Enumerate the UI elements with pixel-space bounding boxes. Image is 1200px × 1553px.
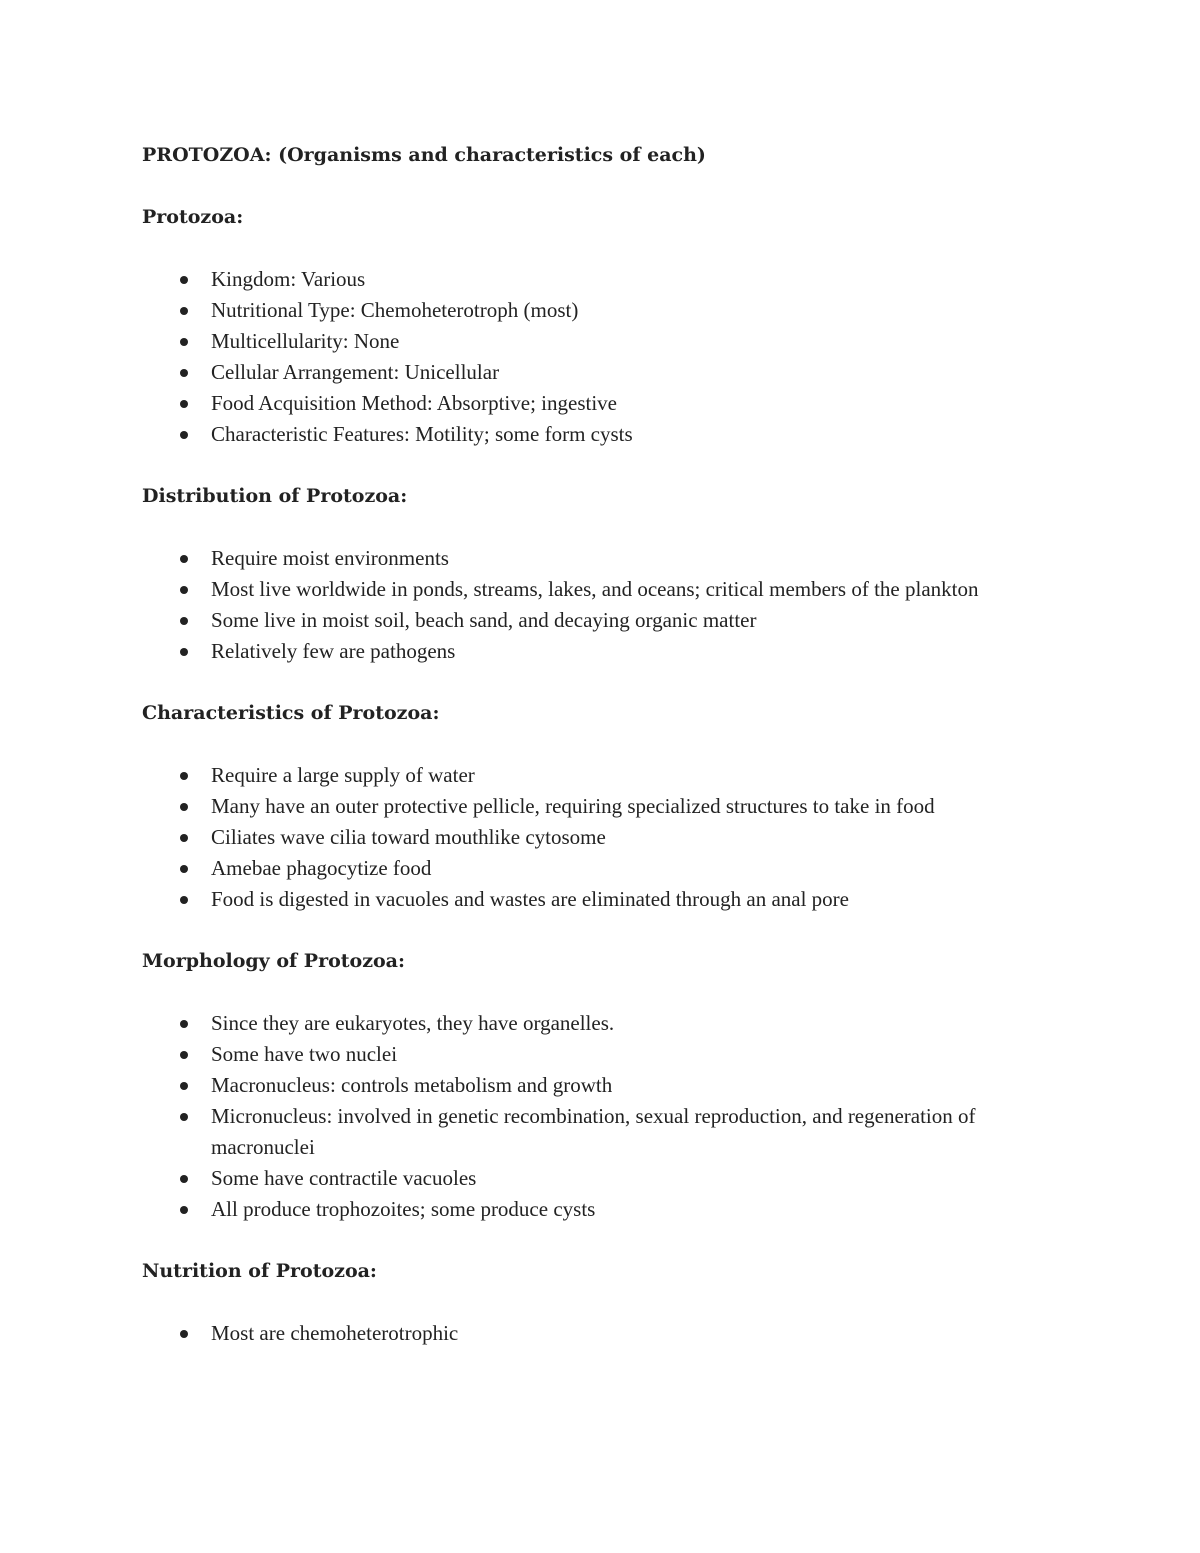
bullet-icon	[180, 896, 188, 904]
list-item	[142, 884, 1062, 915]
list-item-text: Cellular Arrangement: Unicellular	[211, 360, 500, 384]
list-item-text: Food Acquisition Method: Absorptive; ingestive	[211, 391, 617, 415]
list-item	[142, 326, 1062, 357]
list-item-text: Amebae phagocytize food	[211, 856, 432, 880]
list-item-text: Ciliates wave cilia toward mouthlike cytosome	[211, 825, 606, 849]
bullet-icon	[180, 772, 188, 780]
bullet-icon	[180, 1113, 188, 1121]
list-item-text: Some have two nuclei	[211, 1042, 398, 1066]
list-item-text: Some have contractile vacuoles	[211, 1166, 477, 1190]
list-item	[142, 636, 1062, 667]
list-item	[142, 357, 1062, 388]
list-item	[142, 295, 1062, 326]
list-item	[142, 543, 1062, 574]
list-item-text: Micronucleus: involved in genetic recombination, sexual reproduction, and regeneration of macronuclei	[211, 1104, 976, 1159]
list-item	[142, 419, 1062, 450]
section-heading-characteristics: Characteristics of Protozoa:	[142, 702, 440, 724]
list-item-text: Require a large supply of water	[211, 763, 475, 787]
list-item-text: Many have an outer protective pellicle, requiring specialized structures to take in food	[211, 794, 935, 818]
list-item	[142, 791, 1062, 822]
bullet-icon	[180, 1206, 188, 1214]
bullet-icon	[180, 555, 188, 563]
bullet-list-characteristics	[142, 760, 1062, 915]
list-item-text: Characteristic Features: Motility; some form cysts	[211, 422, 633, 446]
list-item-text: Food is digested in vacuoles and wastes are eliminated through an anal pore	[211, 887, 849, 911]
bullet-list-morphology	[142, 1008, 1062, 1225]
bullet-icon	[180, 1330, 188, 1338]
bullet-icon	[180, 276, 188, 284]
list-item	[142, 388, 1062, 419]
list-item-text: Kingdom: Various	[211, 267, 366, 291]
list-item	[142, 1101, 1062, 1163]
list-item-text: All produce trophozoites; some produce cysts	[211, 1197, 596, 1221]
list-item-text: Multicellularity: None	[211, 329, 400, 353]
bullet-icon	[180, 400, 188, 408]
section-heading-distribution: Distribution of Protozoa:	[142, 485, 408, 507]
bullet-list-protozoa	[142, 264, 1062, 450]
list-item-text: Nutritional Type: Chemoheterotroph (most)	[211, 298, 579, 322]
bullet-icon	[180, 617, 188, 625]
list-item	[142, 1318, 1062, 1349]
list-item-text: Some live in moist soil, beach sand, and decaying organic matter	[211, 608, 757, 632]
section-heading-nutrition: Nutrition of Protozoa:	[142, 1260, 377, 1282]
bullet-icon	[180, 648, 188, 656]
bullet-icon	[180, 1082, 188, 1090]
list-item	[142, 822, 1062, 853]
list-item-text: Most live worldwide in ponds, streams, lakes, and oceans; critical members of the plankton	[211, 577, 979, 601]
list-item	[142, 853, 1062, 884]
list-item	[142, 1163, 1062, 1194]
bullet-list-nutrition	[142, 1318, 1062, 1349]
list-item-text: Since they are eukaryotes, they have organelles.	[211, 1011, 615, 1035]
list-item	[142, 760, 1062, 791]
list-item-text: Most are chemoheterotrophic	[211, 1321, 459, 1345]
list-item	[142, 1194, 1062, 1225]
section-heading-morphology: Morphology of Protozoa:	[142, 950, 405, 972]
list-item	[142, 1039, 1062, 1070]
list-item	[142, 264, 1062, 295]
list-item	[142, 574, 1062, 605]
section-heading-protozoa: Protozoa:	[142, 206, 244, 228]
bullet-icon	[180, 338, 188, 346]
list-item	[142, 1008, 1062, 1039]
bullet-icon	[180, 1020, 188, 1028]
bullet-icon	[180, 369, 188, 377]
list-item-text: Macronucleus: controls metabolism and growth	[211, 1073, 613, 1097]
bullet-icon	[180, 1175, 188, 1183]
document-title: PROTOZOA: (Organisms and characteristics of each)	[142, 144, 706, 166]
bullet-list-distribution	[142, 543, 1062, 667]
bullet-icon	[180, 307, 188, 315]
document-body	[142, 140, 1062, 1349]
bullet-icon	[180, 1051, 188, 1059]
bullet-icon	[180, 834, 188, 842]
bullet-icon	[180, 586, 188, 594]
bullet-icon	[180, 803, 188, 811]
bullet-icon	[180, 865, 188, 873]
list-item-text: Require moist environments	[211, 546, 449, 570]
list-item	[142, 605, 1062, 636]
list-item	[142, 1070, 1062, 1101]
list-item-text: Relatively few are pathogens	[211, 639, 456, 663]
bullet-icon	[180, 431, 188, 439]
